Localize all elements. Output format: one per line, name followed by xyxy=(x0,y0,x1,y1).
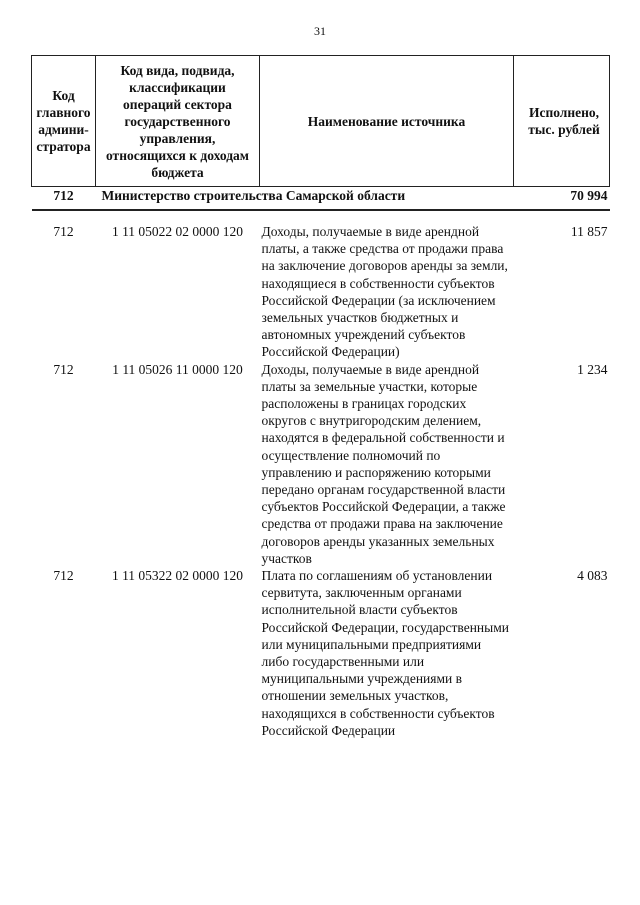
row-admin-code: 712 xyxy=(53,361,74,377)
row-admin-code: 712 xyxy=(53,568,74,584)
row-source-name: Доходы, получаемые в виде арендной платы за земельные участки, которые расположены в границах городских округов с внутригородским делением, находятся в федеральной собственности и осуществление полномочий по управлению и распоряжению которыми передано органам государственной власти субъектов Российской Федерации, а также средства от продажи права на заключение договоров аренды указанных земельных участков xyxy=(261,361,506,566)
page-number: 31 xyxy=(314,24,326,38)
row-executed: 4 083 xyxy=(577,568,608,584)
row-executed: 1 234 xyxy=(577,361,608,377)
table-row xyxy=(32,361,610,567)
ministry-group-row xyxy=(32,187,610,211)
row-classification-code: 1 11 05322 02 0000 120 xyxy=(111,568,244,584)
table-row xyxy=(32,223,610,361)
row-source-name: Плата по соглашениям об установлении сервитута, заключенным органами исполнительной власти субъектов Российской Федерации, государственными или муниципальными предприятиями либо государственными или муниципальными учреждениями в отношении земельных участков, находящихся в собственности субъектов Российской Федерации xyxy=(261,568,509,738)
table-row xyxy=(32,567,610,739)
row-classification-code: 1 11 05022 02 0000 120 xyxy=(111,224,244,239)
row-source-name: Доходы, получаемые в виде арендной платы, а также средства от продажи права на заключение договоров аренды за земли, находящиеся в собственности субъектов Российской Федерации (за исключением земельных участков бюджетных и автономных учреждений субъектов Российской Федерации) xyxy=(261,224,508,360)
group-title: Министерство строительства Самарской области xyxy=(96,187,514,211)
header-admin-code: Код главного админи-стратора xyxy=(32,56,96,187)
group-admin-code: 712 xyxy=(32,187,96,211)
row-executed: 11 857 xyxy=(570,224,608,239)
revenue-table xyxy=(31,55,610,739)
header-classification-code: Код вида, подвида, классификации операций сектора государственного управления, относящихся к доходам бюджета xyxy=(96,56,260,187)
group-executed: 70 994 xyxy=(514,187,610,211)
header-source-name: Наименование источника xyxy=(260,56,514,187)
spacer-row xyxy=(32,210,610,223)
header-executed: Исполнено, тыс. рублей xyxy=(514,56,610,187)
row-admin-code: 712 xyxy=(53,224,74,239)
table-header xyxy=(32,56,610,187)
row-classification-code: 1 11 05026 11 0000 120 xyxy=(112,361,243,377)
